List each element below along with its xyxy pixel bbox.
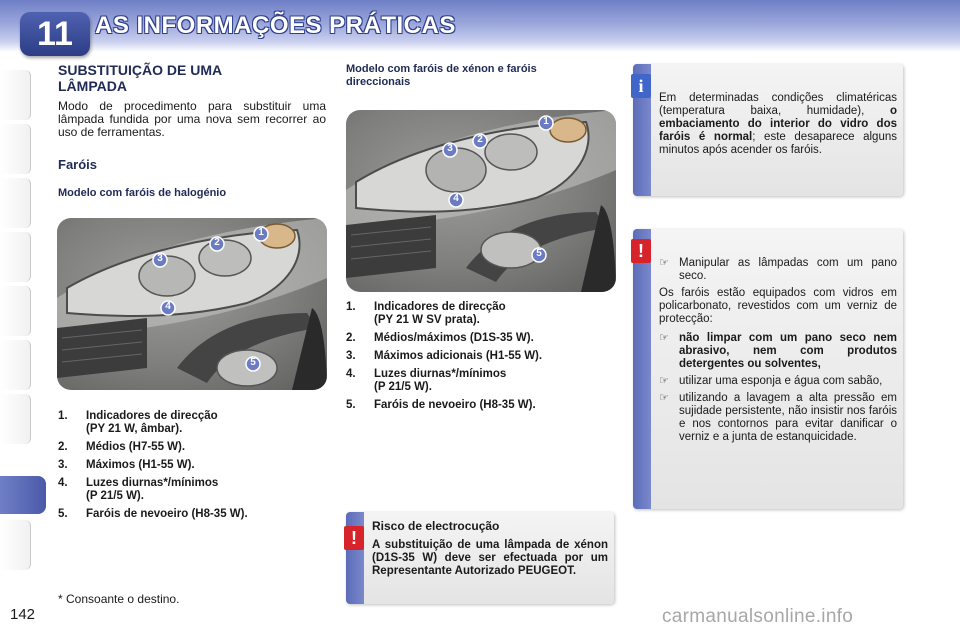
item-text: Faróis de nevoeiro (H8-35 W).	[86, 508, 248, 520]
item-text: Luzes diurnas*/mínimos	[374, 368, 507, 380]
callout-label: 5	[250, 357, 256, 368]
section-title-line: LÂMPADA	[58, 78, 127, 94]
item-number: 3.	[346, 350, 356, 362]
warning-content	[659, 257, 897, 448]
item-number: 4.	[58, 477, 68, 489]
page-tab[interactable]	[0, 124, 31, 174]
item-text: (P 21/5 W).	[86, 490, 144, 502]
info-icon: i	[631, 74, 651, 98]
pointing-hand-icon: ☞	[659, 332, 669, 344]
item-text: (PY 21 W, âmbar).	[86, 423, 183, 435]
pointing-hand-icon: ☞	[659, 392, 669, 404]
halogen-model-title: Modelo com faróis de halogénio	[58, 187, 227, 199]
risk-text: A substituição de uma lâmpada de xénon (D1S-35 W) deve ser efectuada por um Representante Autorizado PEUGEOT.	[372, 539, 608, 577]
bullet-text: utilizar uma esponja e água com sabão,	[679, 375, 883, 387]
list-item	[58, 508, 328, 521]
callout-3	[152, 252, 168, 273]
item-number: 2.	[346, 332, 356, 344]
pointing-hand-icon: ☞	[659, 257, 669, 269]
electrocution-risk-box	[346, 512, 614, 604]
item-number: 4.	[346, 368, 356, 380]
subsection-title: Faróis	[58, 157, 98, 172]
list-item	[346, 350, 626, 363]
list-item	[346, 301, 626, 327]
warning-bullet	[659, 375, 897, 388]
callout-label: 4	[453, 193, 459, 204]
page-tab[interactable]	[0, 286, 31, 336]
chapter-title: AS INFORMAÇÕES PRÁTICAS	[95, 12, 456, 39]
item-number: 2.	[58, 441, 68, 453]
callout-4	[160, 300, 176, 321]
item-number: 1.	[346, 301, 356, 313]
callout-label: 1	[543, 116, 549, 127]
list-item	[58, 477, 328, 503]
chapter-number-badge: 11	[20, 12, 90, 56]
callout-label: 3	[157, 253, 163, 264]
page-tab[interactable]	[0, 232, 31, 282]
xenon-title-line: Modelo com faróis de xénon e faróis	[346, 63, 537, 75]
item-text: Indicadores de direcção	[86, 410, 218, 422]
watermark: carmanualsonline.info	[662, 606, 854, 627]
item-text: Médios (H7-55 W).	[86, 441, 186, 453]
warning-bullet	[659, 392, 897, 444]
info-text	[659, 92, 897, 157]
bullet-text: não limpar com um pano seco nem abrasivo, nem com produtos detergentes ou solventes,	[679, 332, 897, 370]
info-box	[633, 64, 903, 196]
halogen-bulb-list	[58, 410, 328, 526]
list-item	[58, 459, 328, 472]
page-tab[interactable]	[0, 340, 31, 390]
item-text: Máximos adicionais (H1-55 W).	[374, 350, 543, 362]
xenon-title-line: direccionais	[346, 76, 411, 88]
item-text: Máximos (H1-55 W).	[86, 459, 195, 471]
section-title	[58, 62, 318, 94]
item-number: 5.	[346, 399, 356, 411]
callout-4	[448, 192, 464, 213]
item-text: (P 21/5 W).	[374, 381, 432, 393]
callout-label: 2	[214, 237, 220, 248]
callout-1	[253, 226, 269, 247]
list-item	[346, 332, 626, 345]
warning-icon: !	[631, 239, 651, 263]
item-number: 3.	[58, 459, 68, 471]
callout-5	[531, 247, 547, 268]
callout-3	[442, 142, 458, 163]
bullet-text: utilizando a lavagem a alta pressão em sujidade persistente, não insistir nos faróis e nos contornos para evitar danificar o verniz e a junta de estanquicidade.	[679, 392, 897, 443]
callout-label: 1	[258, 227, 264, 238]
halogen-headlight-illustration	[57, 218, 327, 390]
item-number: 1.	[58, 410, 68, 422]
intro-paragraph: Modo de procedimento para substituir uma lâmpada fundida por uma nova sem recorrer ao uso de ferramentas.	[58, 99, 326, 139]
item-number: 5.	[58, 508, 68, 520]
warning-box	[633, 229, 903, 509]
callout-label: 2	[477, 134, 483, 145]
warning-bullet	[659, 332, 897, 371]
callout-2	[209, 236, 225, 257]
item-text: Médios/máximos (D1S-35 W).	[374, 332, 534, 344]
item-text: Luzes diurnas*/mínimos	[86, 477, 219, 489]
list-item	[58, 441, 328, 454]
info-text-part: ; este desaparece alguns minutos após acender os faróis.	[659, 131, 897, 156]
list-item	[346, 399, 626, 412]
page-tab[interactable]	[0, 520, 31, 570]
xenon-model-title	[346, 63, 626, 89]
risk-title: Risco de electrocução	[372, 519, 500, 533]
page-tab[interactable]	[0, 70, 31, 120]
item-text: (PY 21 W SV prata).	[374, 314, 480, 326]
warning-bullet	[659, 257, 897, 283]
footnote: * Consoante o destino.	[58, 592, 180, 606]
box-accent-bar	[633, 229, 651, 509]
item-text: Indicadores de direcção	[374, 301, 506, 313]
callout-label: 5	[536, 248, 542, 259]
xenon-headlight-illustration	[346, 110, 616, 292]
callout-label: 4	[165, 301, 171, 312]
callout-5	[245, 356, 261, 377]
list-item	[346, 368, 626, 394]
pointing-hand-icon: ☞	[659, 375, 669, 387]
info-text-part: Em determinadas condições climatéricas (temperatura baixa, humidade),	[659, 92, 897, 117]
page-tab[interactable]	[0, 394, 31, 444]
callout-2	[472, 133, 488, 154]
page-tab[interactable]	[0, 178, 31, 228]
page-number: 142	[10, 606, 36, 623]
callout-label: 3	[447, 143, 453, 154]
section-title-line: SUBSTITUIÇÃO DE UMA	[58, 62, 223, 78]
list-item	[58, 410, 328, 436]
item-text: Faróis de nevoeiro (H8-35 W).	[374, 399, 536, 411]
warning-paragraph: Os faróis estão equipados com vidros em policarbonato, revestidos com um verniz de protecção:	[659, 287, 897, 325]
halogen-headlight-drawing	[57, 218, 327, 390]
warning-icon: !	[344, 526, 364, 550]
callout-1	[538, 115, 554, 136]
page-tab-active[interactable]	[0, 476, 46, 514]
bullet-text: Manipular as lâmpadas com um pano seco.	[679, 257, 897, 282]
info-text-emphasis: o embaciamento do interior do vidro dos faróis é normal	[659, 105, 897, 143]
xenon-bulb-list	[346, 301, 626, 417]
